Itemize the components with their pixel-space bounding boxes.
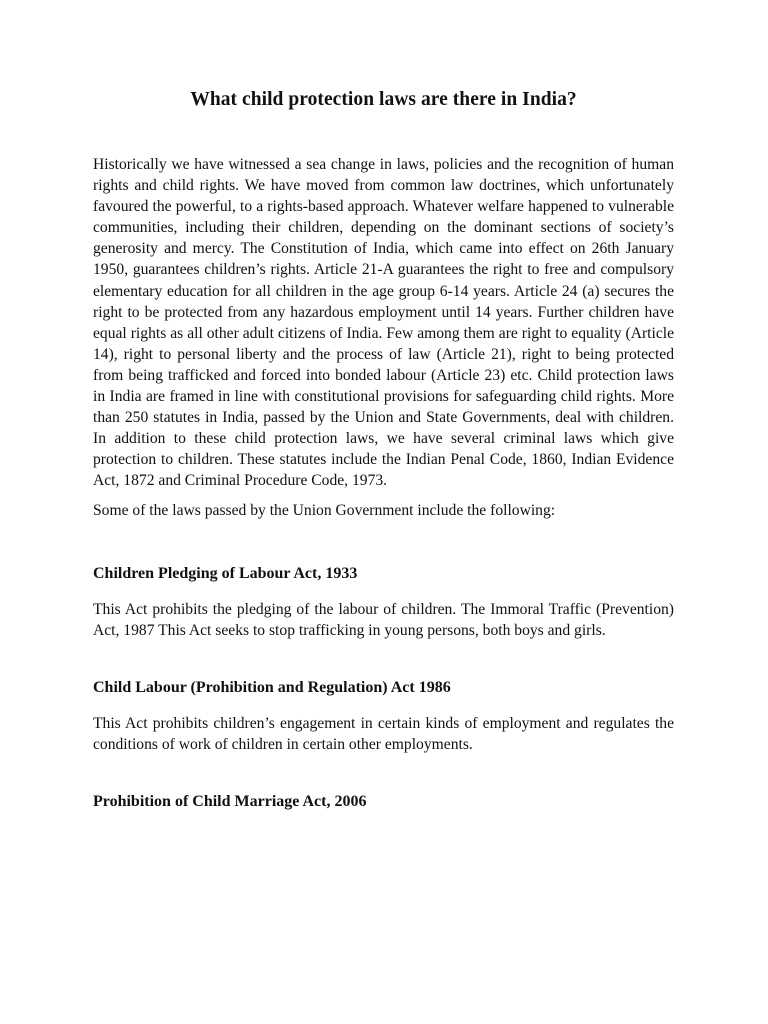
intro-paragraph: Historically we have witnessed a sea change in laws, policies and the recognition of human rights and child rights. We have moved from common law doctrines, which unfortunately favoured the powerful, to a rights-based approach. Whatever welfare happened to vulnerable communities, including their children, depending on the dominant sections of society’s generosity and mercy. The Constitution of India, which came into effect on 26th January 1950, guarantees children’s rights. Article 21-A guarantees the right to free and compulsory elementary education for all children in the age group 6-14 years. Article 24 (a) secures the right to be protected from any hazardous employment until 14 years. Further children have equal rights as all other adult citizens of India. Few among them are right to equality (Article 14), right to personal liberty and the process of law (Article 21), right to being protected from being trafficked and forced into bonded labour (Article 23) etc. Child protection laws in India are framed in line with constitutional provisions for safeguarding child rights. More than 250 statutes in India, passed by the Union and State Governments, deal with children. In addition to these child protection laws, we have several criminal laws which give protection to children. These statutes include the Indian Penal Code, 1860, Indian Evidence Act, 1872 and Criminal Procedure Code, 1973. — [93, 156, 674, 490]
lead-in-paragraph: Some of the laws passed by the Union Government include the following: — [93, 501, 556, 519]
section-heading: Child Labour (Prohibition and Regulation) Act 1986 — [93, 678, 451, 696]
section-body: This Act prohibits the pledging of the labour of children. The Immoral Traffic (Prevention) Act, 1987 This Act seeks to stop trafficking in young persons, both boys and girls. — [93, 600, 674, 639]
section-children-pledging-act — [93, 563, 674, 641]
section-heading: Children Pledging of Labour Act, 1933 — [93, 564, 358, 582]
section-child-marriage-act — [93, 791, 674, 813]
section-body: This Act prohibits children’s engagement in certain kinds of employment and regulates the conditions of work of children in certain other employments. — [93, 714, 674, 753]
section-child-labour-act — [93, 677, 674, 755]
section-heading: Prohibition of Child Marriage Act, 2006 — [93, 792, 367, 810]
document-title: What child protection laws are there in India? — [190, 89, 577, 110]
